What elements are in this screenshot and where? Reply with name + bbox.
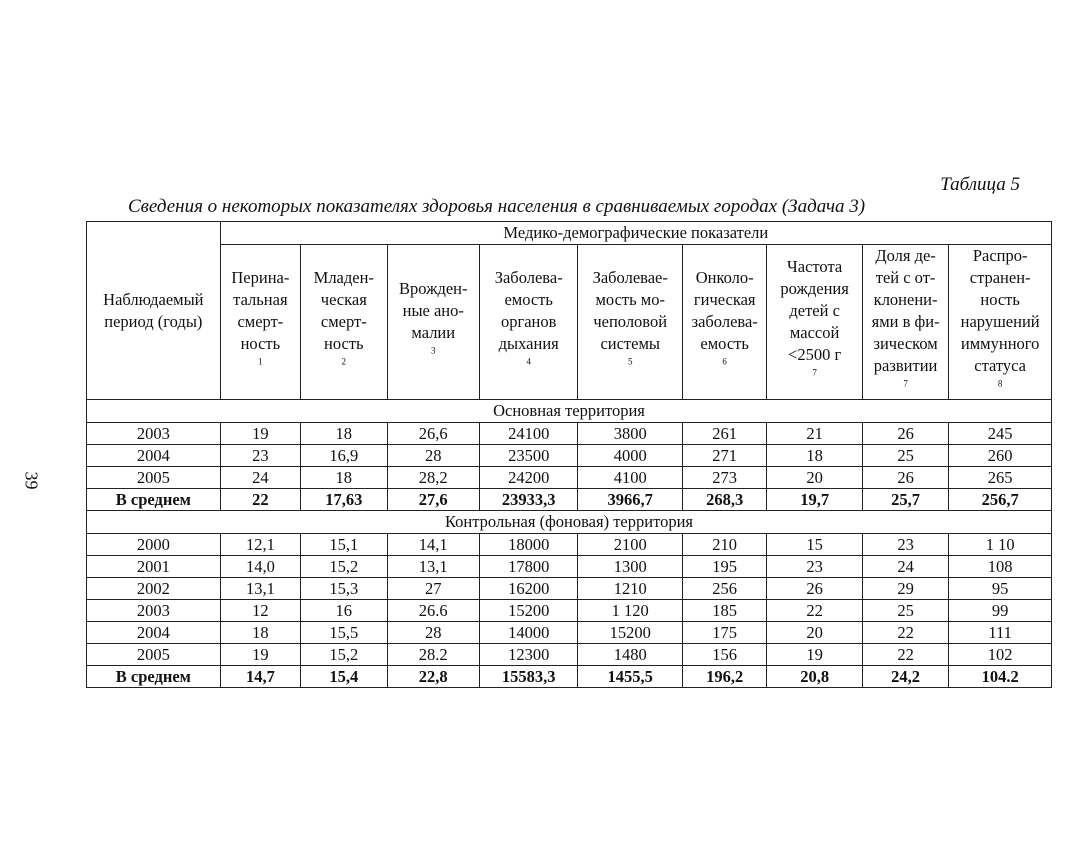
value-cell: 4000 xyxy=(578,445,683,467)
value-cell: 95 xyxy=(949,578,1052,600)
table-row xyxy=(87,556,1052,578)
average-label: В среднем xyxy=(87,489,221,511)
value-cell: 3800 xyxy=(578,423,683,445)
value-cell: 21 xyxy=(767,423,862,445)
value-cell: 19 xyxy=(767,644,862,666)
table-row xyxy=(87,534,1052,556)
value-cell: 15,2 xyxy=(301,556,387,578)
table-row xyxy=(87,445,1052,467)
column-header: Онколо- гическая заболева- емость $^6$ xyxy=(682,245,766,400)
value-cell: 26 xyxy=(767,578,862,600)
average-label: В среднем xyxy=(87,666,221,688)
footnote-mark: 6 xyxy=(722,356,727,367)
value-cell: 28 xyxy=(387,622,479,644)
year-cell: 2000 xyxy=(87,534,221,556)
value-cell: 12300 xyxy=(479,644,577,666)
value-cell: 17800 xyxy=(479,556,577,578)
value-cell: 108 xyxy=(949,556,1052,578)
value-cell: 15200 xyxy=(578,622,683,644)
value-cell: 29 xyxy=(862,578,948,600)
value-cell: 25 xyxy=(862,600,948,622)
value-cell: 273 xyxy=(682,467,766,489)
column-header: Младен- ческая смерт- ность $^2$ xyxy=(301,245,387,400)
value-cell: 19 xyxy=(220,423,300,445)
year-cell: 2005 xyxy=(87,467,221,489)
value-cell: 18 xyxy=(301,467,387,489)
year-cell: 2005 xyxy=(87,644,221,666)
value-cell: 4100 xyxy=(578,467,683,489)
section-title: Основная территория xyxy=(87,400,1052,423)
year-cell: 2003 xyxy=(87,423,221,445)
value-cell: 245 xyxy=(949,423,1052,445)
value-cell: 18 xyxy=(301,423,387,445)
table-label: Таблица 5 xyxy=(940,174,1020,195)
value-cell: 15200 xyxy=(479,600,577,622)
value-cell: 14,1 xyxy=(387,534,479,556)
footnote-mark: 4 xyxy=(526,356,531,367)
value-cell: 15,1 xyxy=(301,534,387,556)
value-cell: 23 xyxy=(767,556,862,578)
table-row xyxy=(87,578,1052,600)
average-cell: 19,7 xyxy=(767,489,862,511)
value-cell: 15,2 xyxy=(301,644,387,666)
value-cell: 24 xyxy=(862,556,948,578)
column-header: Заболева- емость органов дыхания $^4$ xyxy=(479,245,577,400)
group-header: Медико-демографические показатели xyxy=(220,222,1051,245)
page-number: 39 xyxy=(21,471,42,490)
value-cell: 102 xyxy=(949,644,1052,666)
average-cell: 3966,7 xyxy=(578,489,683,511)
average-cell: 15,4 xyxy=(301,666,387,688)
value-cell: 26.6 xyxy=(387,600,479,622)
table-caption: Сведения о некоторых показателях здоровья населения в сравниваемых городах (Задача 3) xyxy=(128,196,866,217)
value-cell: 24 xyxy=(220,467,300,489)
indicators-table xyxy=(86,221,1052,688)
value-cell: 15 xyxy=(767,534,862,556)
value-cell: 12 xyxy=(220,600,300,622)
column-header: Распро- странен- ность нарушений иммунного статуса $^8$ xyxy=(949,245,1052,400)
value-cell: 28.2 xyxy=(387,644,479,666)
value-cell: 260 xyxy=(949,445,1052,467)
value-cell: 28,2 xyxy=(387,467,479,489)
value-cell: 18 xyxy=(767,445,862,467)
footnote-mark: 7 xyxy=(812,367,817,378)
column-header: Доля де- тей с от- клонени- ями в фи- зическом развитии $^7$ xyxy=(862,245,948,400)
average-row xyxy=(87,666,1052,688)
average-cell: 104.2 xyxy=(949,666,1052,688)
footnote-mark: 7 xyxy=(903,378,908,389)
average-cell: 14,7 xyxy=(220,666,300,688)
value-cell: 22 xyxy=(767,600,862,622)
value-cell: 16,9 xyxy=(301,445,387,467)
average-cell: 15583,3 xyxy=(479,666,577,688)
value-cell: 175 xyxy=(682,622,766,644)
year-cell: 2001 xyxy=(87,556,221,578)
year-cell: 2004 xyxy=(87,622,221,644)
value-cell: 15,3 xyxy=(301,578,387,600)
year-cell: 2003 xyxy=(87,600,221,622)
average-row xyxy=(87,489,1052,511)
value-cell: 99 xyxy=(949,600,1052,622)
value-cell: 195 xyxy=(682,556,766,578)
value-cell: 111 xyxy=(949,622,1052,644)
value-cell: 28 xyxy=(387,445,479,467)
value-cell: 19 xyxy=(220,644,300,666)
value-cell: 27 xyxy=(387,578,479,600)
average-cell: 25,7 xyxy=(862,489,948,511)
value-cell: 14,0 xyxy=(220,556,300,578)
column-header: Заболевае- мость мо- чеполовой системы $^5$ xyxy=(578,245,683,400)
value-cell: 185 xyxy=(682,600,766,622)
average-cell: 196,2 xyxy=(682,666,766,688)
year-cell: 2004 xyxy=(87,445,221,467)
table-row xyxy=(87,467,1052,489)
column-header: Врожден- ные ано- малии $^3$ xyxy=(387,245,479,400)
footnote-mark: 1 xyxy=(258,356,263,367)
value-cell: 26 xyxy=(862,467,948,489)
value-cell: 24100 xyxy=(479,423,577,445)
value-cell: 210 xyxy=(682,534,766,556)
value-cell: 23 xyxy=(862,534,948,556)
value-cell: 1300 xyxy=(578,556,683,578)
table-row xyxy=(87,622,1052,644)
average-cell: 256,7 xyxy=(949,489,1052,511)
value-cell: 23 xyxy=(220,445,300,467)
value-cell: 22 xyxy=(862,622,948,644)
value-cell: 271 xyxy=(682,445,766,467)
value-cell: 23500 xyxy=(479,445,577,467)
table-row xyxy=(87,600,1052,622)
value-cell: 156 xyxy=(682,644,766,666)
value-cell: 26,6 xyxy=(387,423,479,445)
year-cell: 2002 xyxy=(87,578,221,600)
value-cell: 25 xyxy=(862,445,948,467)
section-title: Контрольная (фоновая) территория xyxy=(87,511,1052,534)
value-cell: 24200 xyxy=(479,467,577,489)
value-cell: 15,5 xyxy=(301,622,387,644)
value-cell: 20 xyxy=(767,622,862,644)
value-cell: 1480 xyxy=(578,644,683,666)
average-cell: 20,8 xyxy=(767,666,862,688)
average-cell: 27,6 xyxy=(387,489,479,511)
footnote-mark: 8 xyxy=(997,378,1003,389)
value-cell: 18 xyxy=(220,622,300,644)
column-header: Перина- тальная смерт- ность $^1$ xyxy=(220,245,300,400)
average-cell: 1455,5 xyxy=(578,666,683,688)
column-header: Частота рождения детей с массой <2500 г $^7$ xyxy=(767,245,862,400)
value-cell: 26 xyxy=(862,423,948,445)
table-row xyxy=(87,644,1052,666)
average-cell: 268,3 xyxy=(682,489,766,511)
value-cell: 16 xyxy=(301,600,387,622)
average-cell: 24,2 xyxy=(862,666,948,688)
table-row xyxy=(87,423,1052,445)
value-cell: 12,1 xyxy=(220,534,300,556)
value-cell: 14000 xyxy=(479,622,577,644)
footnote-mark: 2 xyxy=(341,356,347,367)
average-cell: 22,8 xyxy=(387,666,479,688)
footnote-mark: 5 xyxy=(627,356,633,367)
footnote-mark: 3 xyxy=(430,345,436,356)
value-cell: 1 10 xyxy=(949,534,1052,556)
value-cell: 18000 xyxy=(479,534,577,556)
value-cell: 1210 xyxy=(578,578,683,600)
value-cell: 1 120 xyxy=(578,600,683,622)
value-cell: 2100 xyxy=(578,534,683,556)
value-cell: 13,1 xyxy=(220,578,300,600)
value-cell: 16200 xyxy=(479,578,577,600)
value-cell: 265 xyxy=(949,467,1052,489)
value-cell: 261 xyxy=(682,423,766,445)
average-cell: 23933,3 xyxy=(479,489,577,511)
value-cell: 22 xyxy=(862,644,948,666)
average-cell: 22 xyxy=(220,489,300,511)
period-header: Наблюдаемый период (годы) xyxy=(87,222,221,400)
value-cell: 256 xyxy=(682,578,766,600)
value-cell: 20 xyxy=(767,467,862,489)
average-cell: 17,63 xyxy=(301,489,387,511)
value-cell: 13,1 xyxy=(387,556,479,578)
